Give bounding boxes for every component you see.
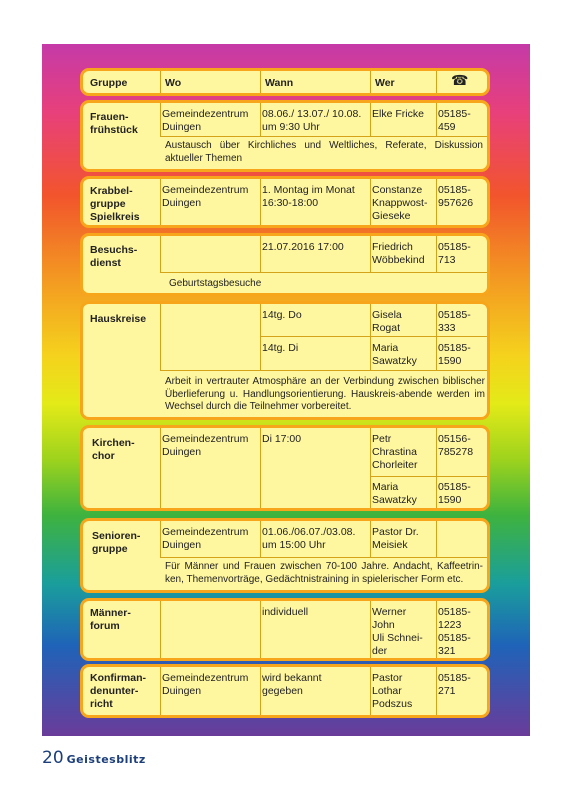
where: Gemeindezentrum Duingen [162, 433, 249, 458]
header-where: Wo [165, 77, 182, 89]
row-besuchsdienst [80, 233, 490, 296]
who: Elke Fricke [372, 108, 424, 120]
when: 1. Montag im Monat 16:30-18:00 [262, 184, 355, 209]
group-name: Besuchs- dienst [90, 244, 138, 269]
who: Werner John Uli Schnei- der [372, 606, 423, 657]
phone: 05185- 333 [438, 309, 471, 334]
when: wird bekannt gegeben [262, 672, 322, 697]
when: Di 17:00 [262, 433, 302, 445]
who: Gisela Rogat [372, 309, 402, 334]
group-name: Männer- forum [90, 607, 131, 632]
where: Gemeindezentrum Duingen [162, 108, 249, 133]
group-name: Konfirman- denunter- richt [90, 672, 146, 710]
who: Friedrich Wöbbekind [372, 241, 425, 266]
who: Pastor Dr. Meisiek [372, 526, 419, 551]
who: Pastor Lothar Podszus [372, 672, 413, 710]
phone: 05156- 785278 [438, 433, 474, 458]
row-maennerforum [80, 598, 490, 661]
row-kirchenchor [80, 425, 490, 511]
row-krabbelgruppe [80, 176, 490, 228]
when: 14tg. Di [262, 342, 299, 354]
phone: 05185- 459 [438, 108, 471, 133]
header-who: Wer [375, 77, 395, 89]
when: 14tg. Do [262, 309, 302, 321]
row-konfirmandenunterricht [80, 664, 490, 718]
description: Austausch über Kirchliches und Weltliches, Referate, Diskussion aktueller Themen [165, 140, 483, 164]
phone: 05185- 1590 [438, 342, 471, 367]
who: Maria Sawatzky [372, 342, 417, 367]
telephone-icon: ☎ [451, 72, 469, 88]
group-name: Kirchen- chor [92, 437, 135, 462]
where: Gemeindezentrum Duingen [162, 184, 249, 209]
row-frauenfruehstueck [80, 100, 490, 172]
header-group: Gruppe [90, 77, 128, 89]
phone: 05185- 713 [438, 241, 471, 266]
phone: 05185- 1223 05185- 321 [438, 606, 471, 657]
description: Arbeit in vertrauter Atmosphäre an der Verbindung zwischen biblischer Überlieferung u. Handlungsorientierung. Hauskreis-abende werden im Wechsel durch die Teilnehmer vorbereitet. [165, 376, 485, 412]
row-hauskreise [80, 301, 490, 420]
table-header [80, 68, 490, 96]
when: 01.06./06.07./03.08. um 15:00 Uhr [262, 526, 356, 551]
group-name: Frauen- frühstück [90, 111, 138, 136]
when: 08.06./ 13.07./ 10.08. um 9:30 Uhr [262, 108, 362, 133]
phone: 05185- 271 [438, 672, 471, 697]
who: Petr Chrastina Chorleiter [372, 433, 418, 471]
phone: 05185- 957626 [438, 184, 474, 209]
page-footer [42, 748, 146, 768]
group-name: Senioren- gruppe [92, 530, 141, 555]
group-name: Hauskreise [90, 313, 147, 325]
header-when: Wann [265, 77, 294, 89]
where: Gemeindezentrum Duingen [162, 526, 249, 551]
description: Geburtstagsbesuche [169, 278, 262, 289]
page-number: 20 [42, 748, 64, 768]
group-name: Krabbel- gruppe Spielkreis [90, 185, 140, 223]
when: 21.07.2016 17:00 [262, 241, 344, 253]
row-seniorengruppe [80, 518, 490, 593]
description: Für Männer und Frauen zwischen 70-100 Jahre. Andacht, Kaffeetrin-ken, Themenvorträge, Gedächtnistraining in spielerischer Form etc. [165, 561, 483, 585]
phone: 05185- 1590 [438, 481, 471, 506]
who: Constanze Knappwost- Gieseke [372, 184, 428, 222]
who: Maria Sawatzky [372, 481, 417, 506]
where: Gemeindezentrum Duingen [162, 672, 249, 697]
magazine-title: Geistesblitz [66, 753, 146, 766]
when: individuell [262, 606, 309, 618]
